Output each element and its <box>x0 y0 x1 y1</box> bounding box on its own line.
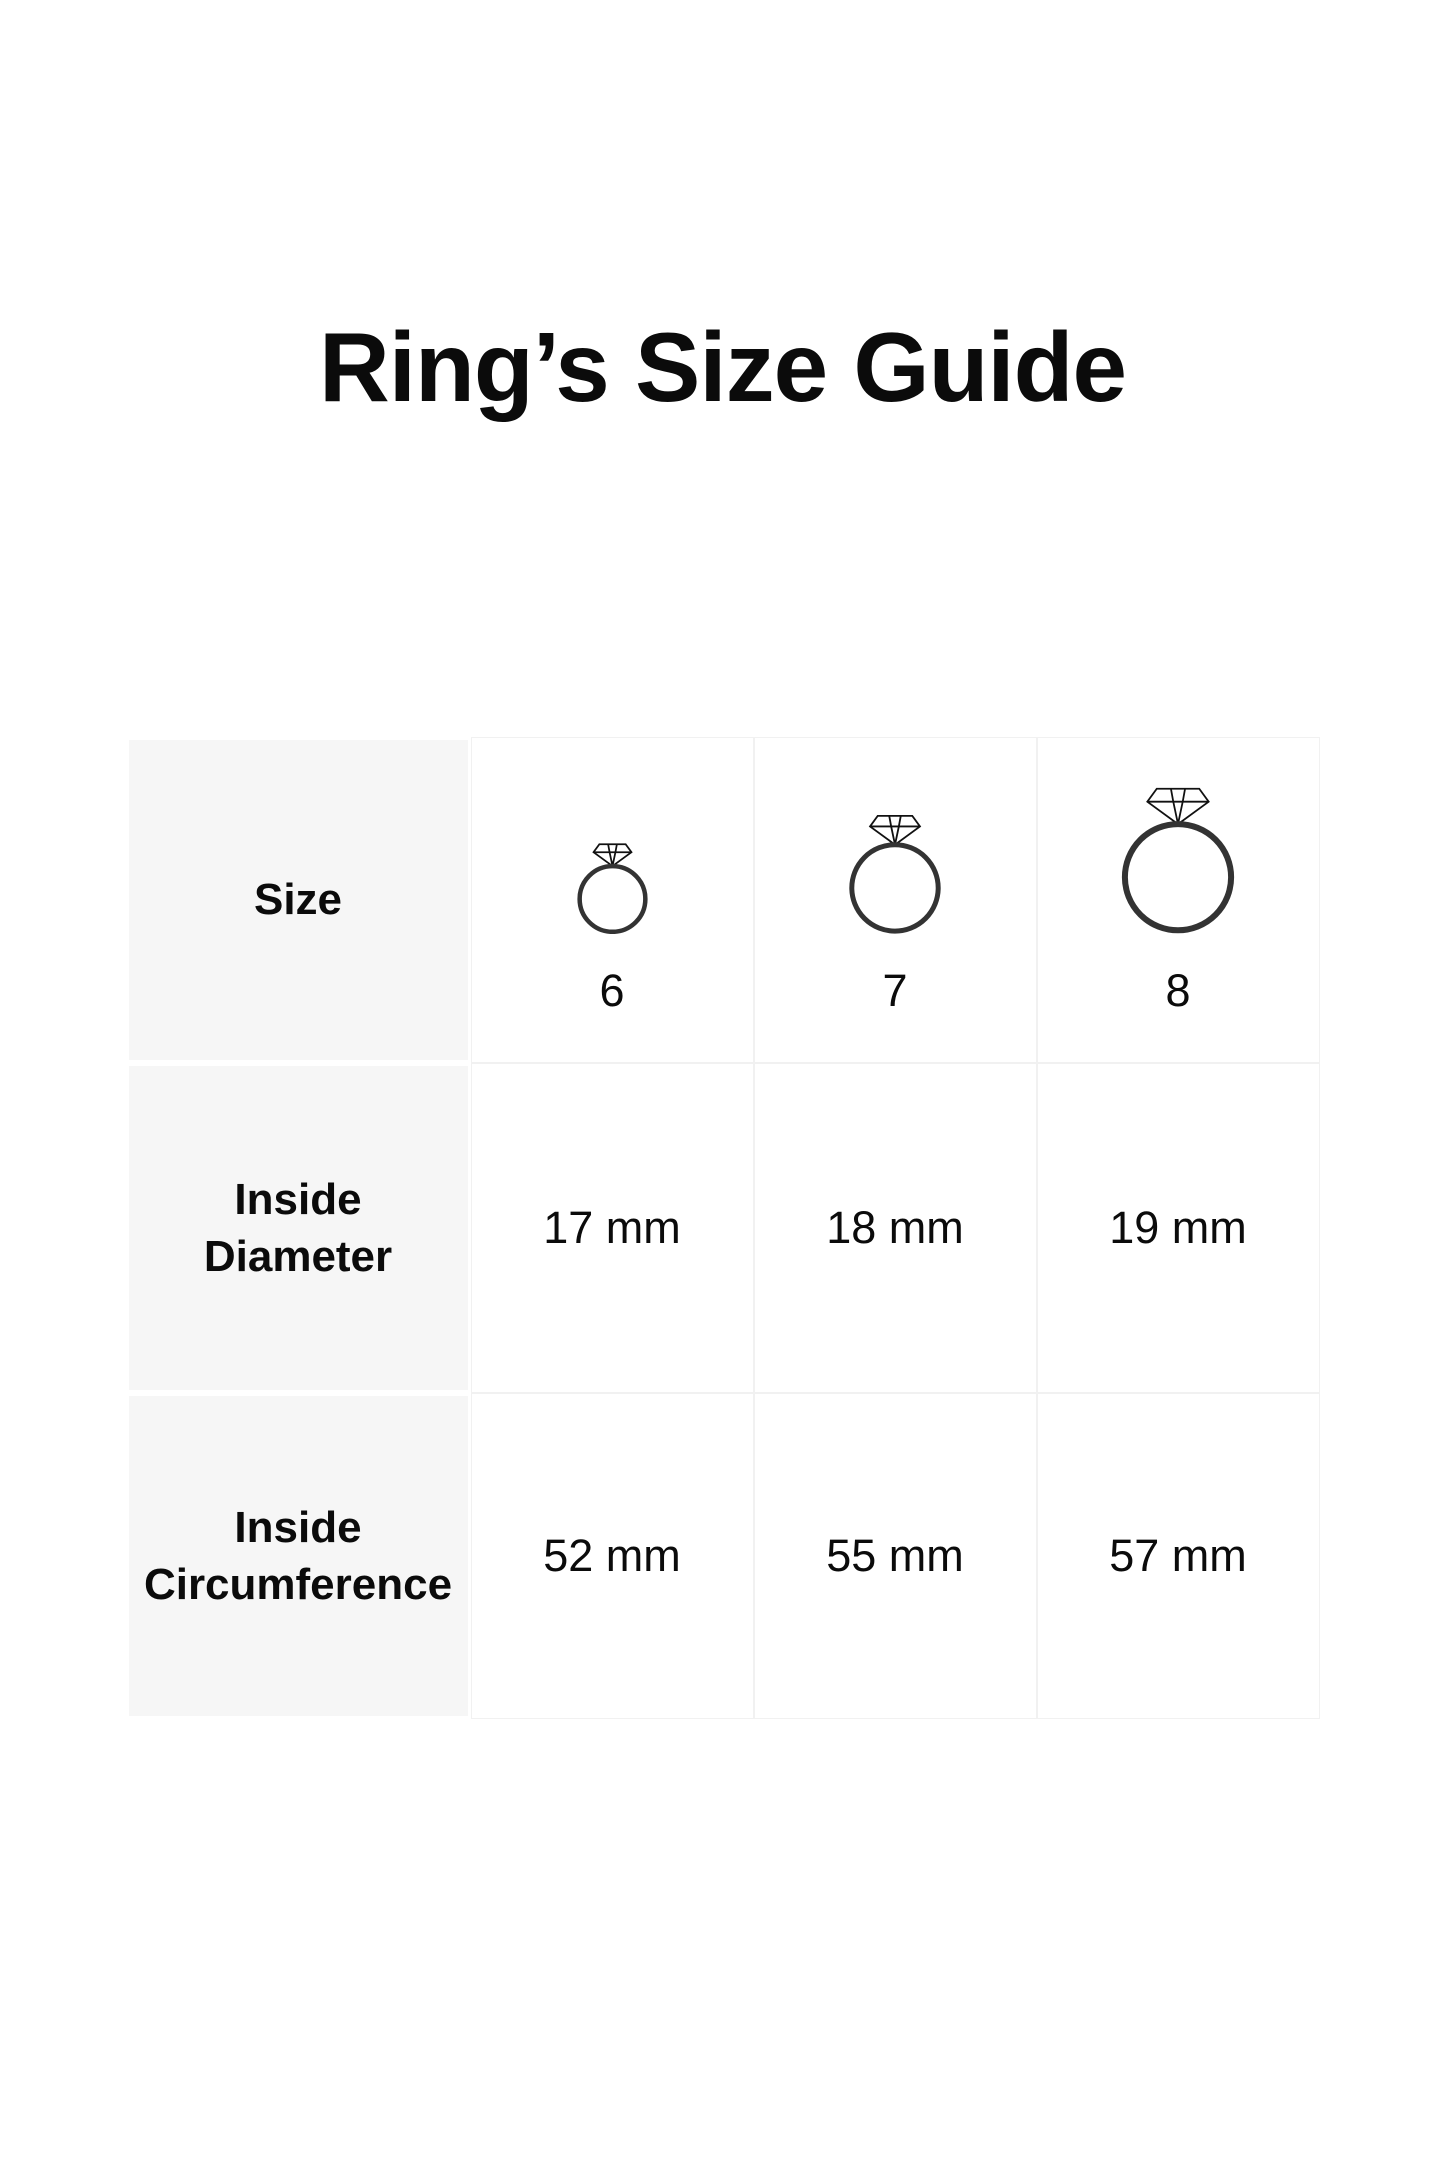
size-guide-table <box>126 737 1320 1719</box>
circumference-size-8-cell: 57 mm <box>1037 1393 1320 1719</box>
size-8-value: 8 <box>1165 964 1191 1016</box>
row-header-inside-circumference <box>126 1393 471 1719</box>
size-6-cell <box>471 737 754 1063</box>
ring-size-7-icon <box>847 782 943 934</box>
circumference-size-6-cell: 52 mm <box>471 1393 754 1719</box>
size-7-cell <box>754 737 1037 1063</box>
ring-with-diamond-icon <box>847 813 943 934</box>
diameter-size-7-cell: 18 mm <box>754 1063 1037 1393</box>
row-header-size-label: Size <box>253 875 343 925</box>
diameter-size-8-cell: 19 mm <box>1037 1063 1320 1393</box>
page-title: Ring’s Size Guide <box>318 312 1127 422</box>
size-6-value: 6 <box>599 964 625 1016</box>
size-8-cell <box>1037 737 1320 1063</box>
row-header-inside-circumference-label: Inside Circumference <box>143 1502 453 1609</box>
diameter-size-6-cell: 17 mm <box>471 1063 754 1393</box>
circumference-size-7-cell: 55 mm <box>754 1393 1037 1719</box>
row-header-inside-diameter-label: Inside Diameter <box>203 1174 393 1281</box>
row-header-inside-diameter <box>126 1063 471 1393</box>
ring-with-diamond-icon <box>1119 785 1237 934</box>
ring-size-6-icon <box>576 782 649 934</box>
ring-with-diamond-icon <box>576 842 649 934</box>
size-7-value: 7 <box>882 964 908 1016</box>
ring-size-8-icon <box>1119 782 1237 934</box>
row-header-size <box>126 737 471 1063</box>
